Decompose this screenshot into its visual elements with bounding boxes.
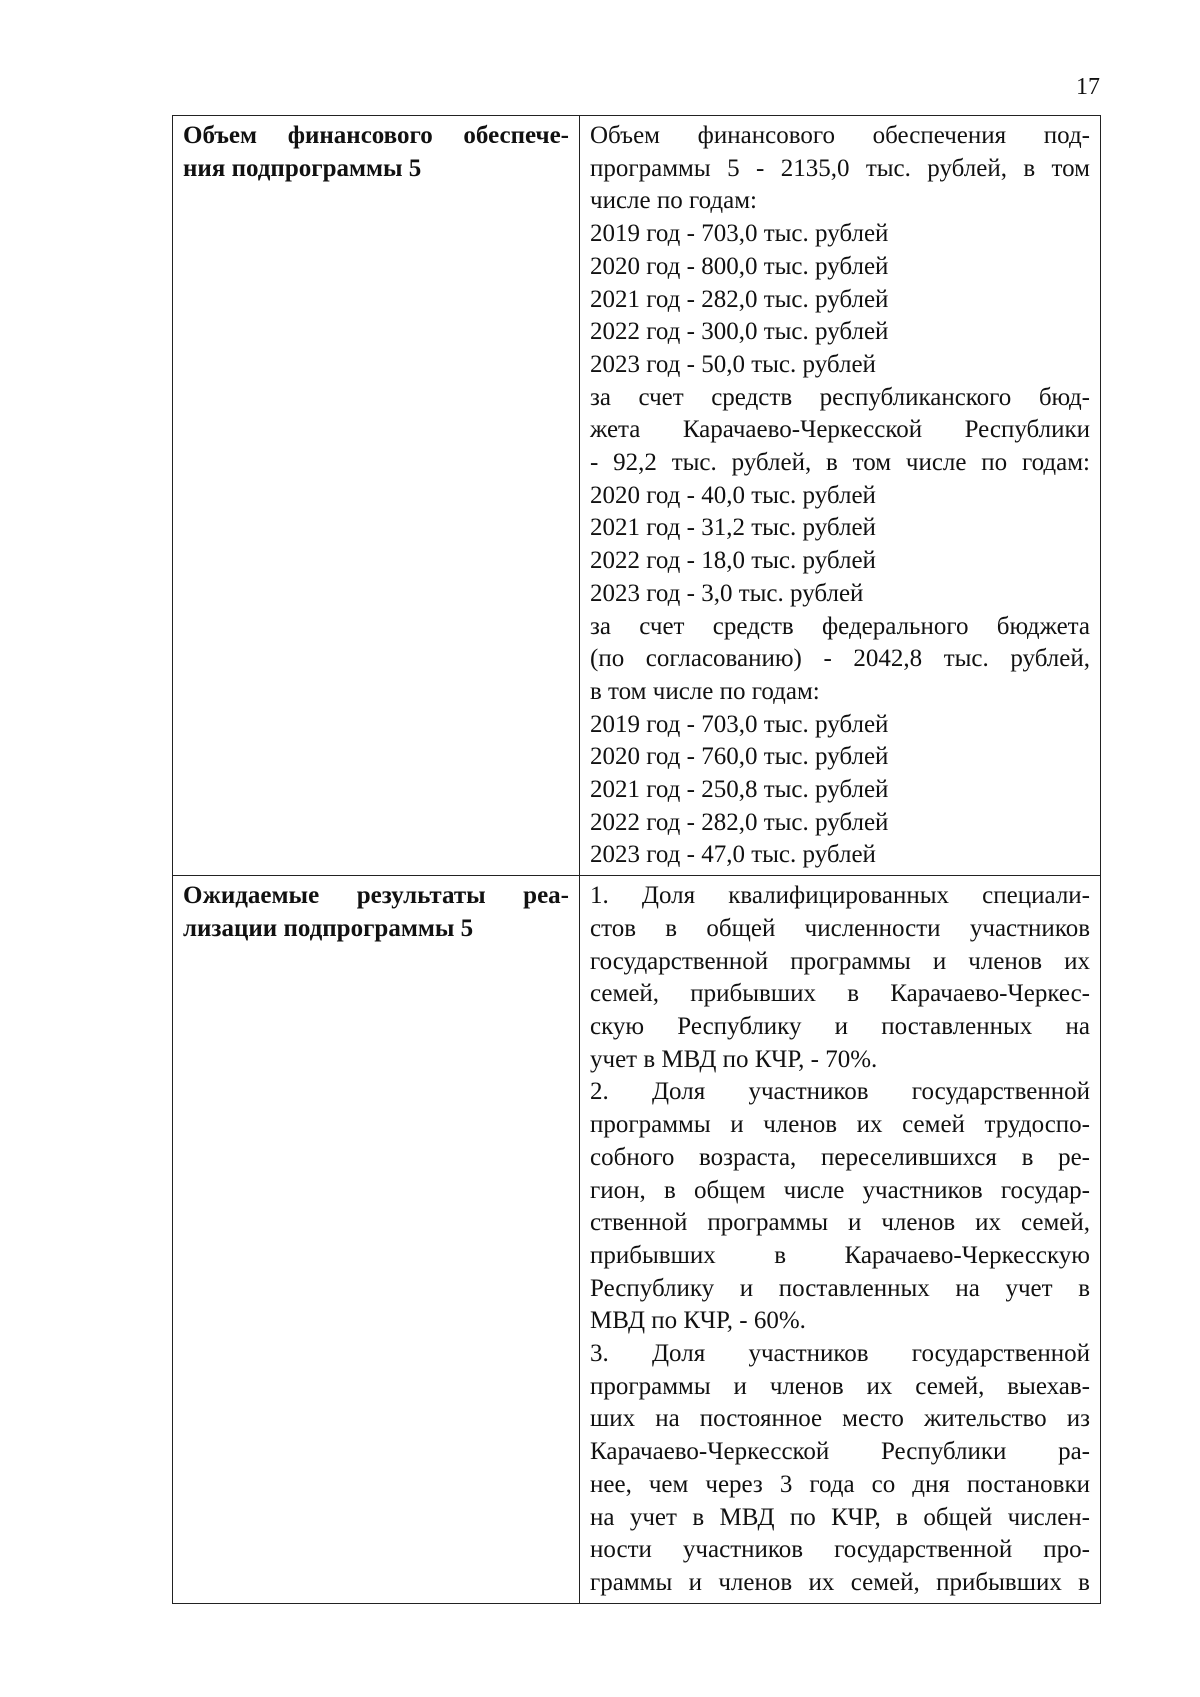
value-line: скую Республику и поставленных на (590, 1012, 1090, 1040)
value-line: 2023 год - 3,0 тыс. рублей (590, 579, 864, 607)
value-line: 2020 год - 40,0 тыс. рублей (590, 481, 876, 509)
value-line: 2022 год - 18,0 тыс. рублей (590, 547, 876, 575)
label-line: ния подпрограммы 5 (183, 154, 422, 182)
value-line: 2021 год - 282,0 тыс. рублей (590, 285, 889, 313)
value-line: в том числе по годам: (590, 677, 820, 705)
label-line: Ожидаемые результаты реа- (183, 882, 569, 910)
value-line: стов в общей численности участников (590, 914, 1090, 942)
value-line: нее, чем через 3 года со дня постановки (590, 1470, 1090, 1498)
label-line: лизации подпрограммы 5 (183, 914, 474, 942)
value-line: ственной программы и членов их семей, (590, 1209, 1090, 1237)
value-line: Республику и поставленных на учет в (590, 1274, 1090, 1302)
value-line: Объем финансового обеспечения под- (590, 122, 1090, 149)
value-line: на учет в МВД по КЧР, в общей числен- (590, 1503, 1090, 1531)
expected-results-label-cell (173, 876, 580, 1603)
value-line: за счет средств федерального бюджета (590, 612, 1090, 640)
value-line: 2022 год - 300,0 тыс. рублей (590, 318, 889, 346)
value-line: 2023 год - 47,0 тыс. рублей (590, 841, 876, 869)
value-line: собного возраста, переселившихся в ре- (590, 1143, 1090, 1171)
value-line: Карачаево-Черкесской Республики ра- (590, 1438, 1090, 1466)
value-line: государственной программы и членов их (590, 947, 1090, 975)
value-line: 2019 год - 703,0 тыс. рублей (590, 710, 889, 738)
table-row-funding (173, 116, 1101, 876)
value-line: 2020 год - 800,0 тыс. рублей (590, 252, 889, 280)
value-line: числе по годам: (590, 187, 757, 215)
value-line: ности участников государственной про- (590, 1536, 1090, 1564)
value-line: гион, в общем числе участников государ- (590, 1176, 1090, 1204)
value-line: 2021 год - 250,8 тыс. рублей (590, 776, 889, 804)
value-line: 2020 год - 760,0 тыс. рублей (590, 743, 889, 771)
value-line: программы и членов их семей, выехав- (590, 1372, 1090, 1400)
page-number: 17 (1076, 74, 1100, 100)
value-line: программы и членов их семей трудоспо- (590, 1111, 1090, 1139)
value-line: (по согласованию) - 2042,8 тыс. рублей, (590, 645, 1090, 673)
table-row-expected-results (173, 876, 1101, 1603)
value-line: 2019 год - 703,0 тыс. рублей (590, 220, 889, 248)
value-line: прибывших в Карачаево-Черкесскую (590, 1241, 1090, 1269)
value-line: - 92,2 тыс. рублей, в том числе по годам: (590, 449, 1090, 477)
value-line: 1. Доля квалифицированных специали- (590, 882, 1090, 910)
value-line: 2021 год - 31,2 тыс. рублей (590, 514, 876, 542)
funding-label-cell (173, 116, 580, 876)
value-line: 2023 год - 50,0 тыс. рублей (590, 350, 876, 378)
value-line: МВД по КЧР, - 60%. (590, 1307, 806, 1335)
value-line: граммы и членов их семей, прибывших в (590, 1568, 1090, 1596)
expected-results-value-cell (580, 876, 1101, 1603)
value-line: за счет средств республиканского бюд- (590, 383, 1090, 411)
value-line: программы 5 - 2135,0 тыс. рублей, в том (590, 154, 1090, 182)
value-line: жета Карачаево-Черкесской Республики (590, 416, 1090, 444)
value-line: семей, прибывших в Карачаево-Черкес- (590, 980, 1090, 1008)
value-line: учет в МВД по КЧР, - 70%. (590, 1045, 878, 1073)
label-line: Объем финансового обеспече- (183, 122, 569, 149)
value-line: 3. Доля участников государственной (590, 1340, 1090, 1368)
funding-value-cell (580, 116, 1101, 876)
value-line: 2. Доля участников государственной (590, 1078, 1090, 1106)
value-line: ших на постоянное место жительство из (590, 1405, 1090, 1433)
subprogram-passport-table (172, 115, 1101, 1604)
value-line: 2022 год - 282,0 тыс. рублей (590, 808, 889, 836)
